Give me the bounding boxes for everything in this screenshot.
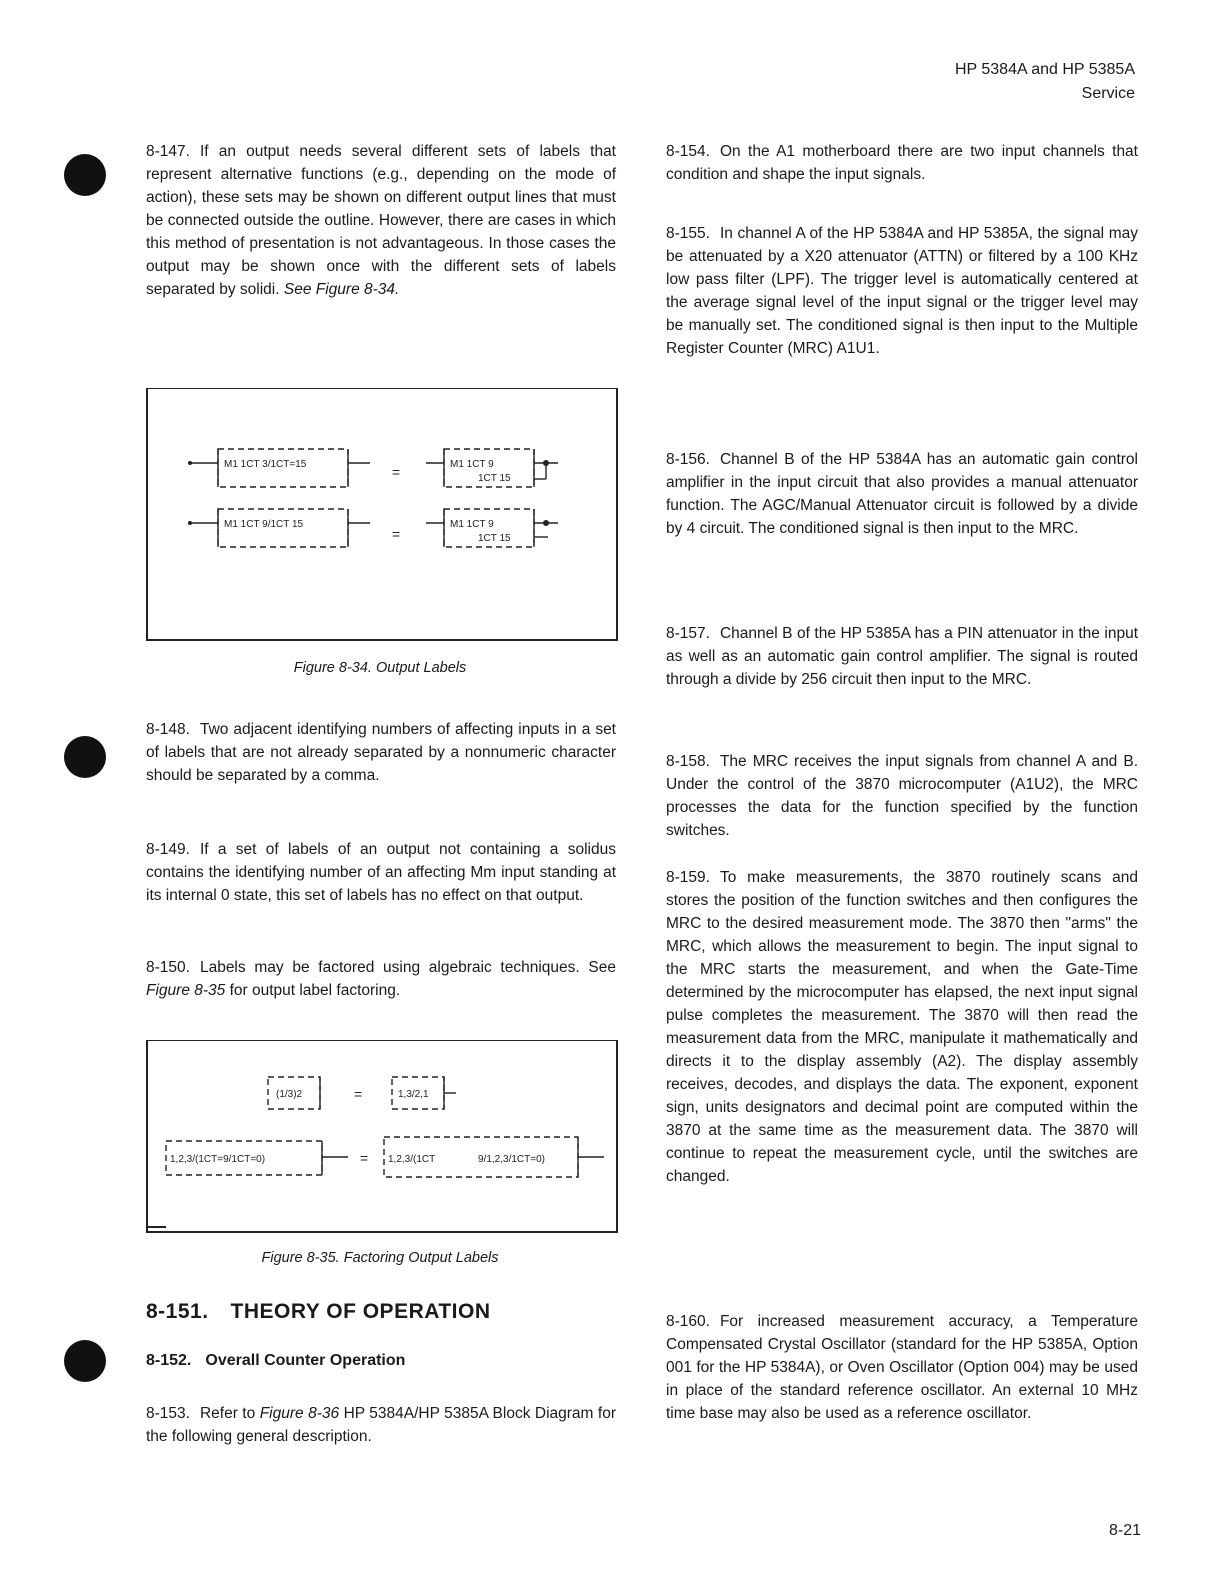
fig35-row1-left-label: (1/3)2 xyxy=(276,1089,303,1100)
fig35-row2-left-label: 1,2,3/(1CT=9/1CT=0) xyxy=(170,1154,266,1165)
fig34-row2-left-label: M1 1CT 9/1CT 15 xyxy=(224,519,304,530)
fig34-row2-right-label-b: 1CT 15 xyxy=(478,533,511,544)
fig34-row1-left-label: M1 1CT 3/1CT=15 xyxy=(224,459,307,470)
figure-8-35-caption: Figure 8-35. Factoring Output Labels xyxy=(261,1250,499,1266)
header-subtitle: Service xyxy=(1081,85,1135,102)
paragraph-8-160: 8-160. For increased measurement accuracy, a Temperature Compensated Crystal Oscillator (standard for the HP 5385A, Option 001 for the HP 5384A), or Oven Oscillator (Option 004) may be used in place of the standard reference oscillator. An external 10 MHz time base may also be used as a reference oscillator. xyxy=(666,1313,1138,1422)
figure-reference: Figure 8-35 xyxy=(146,982,226,999)
paragraph-8-147: 8-147. If an output needs several different sets of labels that represent alternative functions (e.g., depending on the mode of action), these sets may be shown on different output lines that must be connected outside the outline. However, there are cases in which this method of presentation is not advantageous. In those cases the output may be shown once with the different sets of labels separated by solidi. See Figure 8-34. xyxy=(146,143,616,298)
fig34-row1-right-label-b: 1CT 15 xyxy=(478,473,511,484)
figure-8-35 xyxy=(146,1040,618,1233)
paragraph-8-155: 8-155. In channel A of the HP 5384A and HP 5385A, the signal may be attenuated by a X20 attenuator (ATTN) or filtered by a 100 KHz low pass filter (LPF). The trigger level is automatically centered at the average signal level of the input signal or the trigger level may be manually set. The conditioned signal is then input to the Multiple Register Counter (MRC) A1U1. xyxy=(666,225,1138,357)
header-title: HP 5384A and HP 5385A xyxy=(955,61,1135,78)
fig35-row2-right-label-b: 9/1,2,3/1CT=0) xyxy=(478,1154,545,1165)
paragraph-8-158: 8-158. The MRC receives the input signals from channel A and B. Under the control of the 3870 microcomputer (A1U2), the MRC processes the data for the function specified by the function switches. xyxy=(666,753,1138,839)
paragraph-8-148: 8-148. Two adjacent identifying numbers of affecting inputs in a set of labels that are not already separated by a nonnumeric character should be separated by a comma. xyxy=(146,721,616,784)
paragraph-8-156: 8-156. Channel B of the HP 5384A has an automatic gain control amplifier in the input circuit that also provides a manual attenuator function. The AGC/Manual Attenuator circuit is followed by a divide by 4 circuit. The conditioned signal is then input to the MRC. xyxy=(666,451,1138,537)
figure-reference: See Figure 8-34. xyxy=(283,281,400,298)
section-heading-8-151: 8-151. THEORY OF OPERATION xyxy=(146,1300,491,1323)
fig35-equals-1: = xyxy=(354,1086,363,1102)
factoring-output-labels-diagram xyxy=(148,1041,616,1231)
paragraph-8-150: 8-150. Labels may be factored using algebraic techniques. See Figure 8-35 for output label factoring. xyxy=(146,959,616,999)
output-labels-diagram xyxy=(148,389,616,639)
paragraph-8-159: 8-159. To make measurements, the 3870 routinely scans and stores the position of the function switches and then configures the MRC to the desired measurement mode. The 3870 then "arms" the MRC, which allows the measurement to begin. The input signal to the MRC starts the measurement, and when the Gate-Time determined by the microcomputer has elapsed, the next input signal pulse completes the measurement. The 3870 will then read the measurement data from the MRC, manipulate it mathematically and directs it to the display assembly (A2). The display assembly receives, decodes, and displays the data. The exponent, exponent sign, units designators and decimal point are computed within the 3870 at the same time as the measurement data. The 3870 will continue to repeat the measurement cycle, until the switches are changed. xyxy=(666,869,1138,1185)
fig35-equals-2: = xyxy=(360,1150,369,1166)
fig34-equals-2: = xyxy=(392,526,401,542)
paragraph-8-153: 8-153. Refer to Figure 8-36 HP 5384A/HP 5385A Block Diagram for the following general description. xyxy=(146,1405,617,1445)
running-header xyxy=(955,58,1135,106)
fig34-row2-right-label-a: M1 1CT 9 xyxy=(450,519,494,530)
subsection-heading-8-152: 8-152. Overall Counter Operation xyxy=(146,1352,406,1369)
fig35-row2-right-label-a: 1,2,3/(1CT xyxy=(388,1154,436,1165)
fig34-equals-1: = xyxy=(392,464,401,480)
paragraph-8-149: 8-149. If a set of labels of an output not containing a solidus contains the identifying number of an affecting Mm input standing at its internal 0 state, this set of labels has no effect on that output. xyxy=(146,841,616,904)
fig34-row1-right-label-a: M1 1CT 9 xyxy=(450,459,494,470)
paragraph-8-157: 8-157. Channel B of the HP 5385A has a PIN attenuator in the input as well as an automatic gain control amplifier. The signal is routed through a divide by 256 circuit then input to the MRC. xyxy=(666,625,1138,688)
binder-hole-middle xyxy=(64,736,106,778)
figure-8-34 xyxy=(146,388,618,641)
paragraph-8-154: 8-154. On the A1 motherboard there are two input channels that condition and shape the input signals. xyxy=(666,143,1138,183)
binder-hole-bottom xyxy=(64,1340,106,1382)
fig35-row1-right-label: 1,3/2,1 xyxy=(398,1089,429,1100)
binder-hole-top xyxy=(64,154,106,196)
page-number: 8-21 xyxy=(1108,1522,1141,1539)
figure-reference: Figure 8-36 xyxy=(259,1405,340,1422)
figure-8-34-caption: Figure 8-34. Output Labels xyxy=(293,660,467,676)
